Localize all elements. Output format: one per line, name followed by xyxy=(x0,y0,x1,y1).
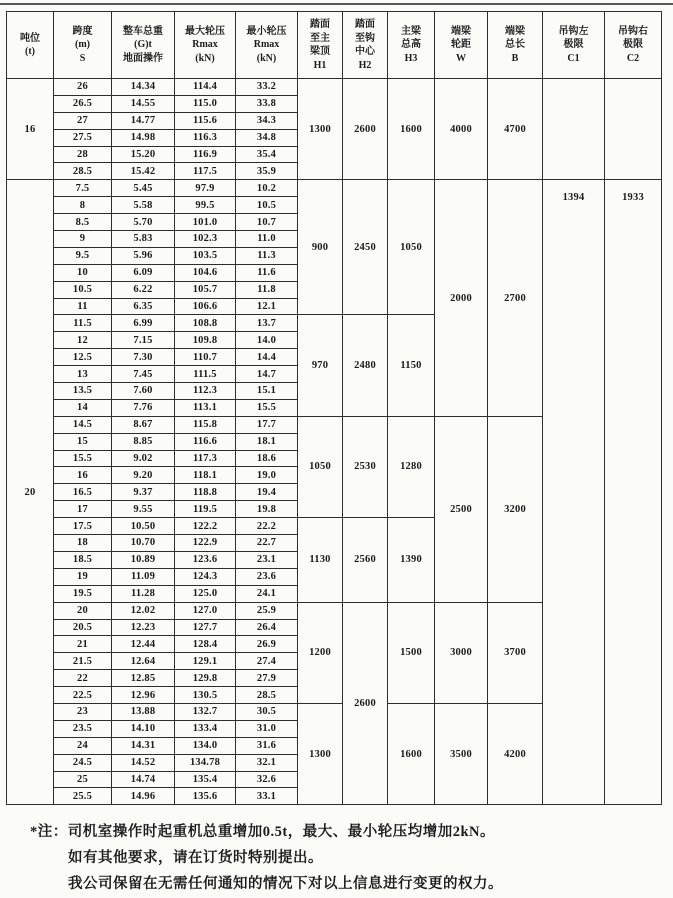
cell-span: 17.5 xyxy=(54,518,112,535)
cell-rmax: 134.78 xyxy=(175,754,236,771)
cell-rmin: 17.7 xyxy=(236,416,298,433)
col-header-w: 端梁 轮距 W xyxy=(435,12,488,79)
cell-h1: 1130 xyxy=(298,518,343,602)
cell-h3: 1600 xyxy=(388,703,435,804)
cell-weight: 5.45 xyxy=(112,180,175,197)
cell-rmax: 129.8 xyxy=(175,670,236,687)
cell-rmax: 122.9 xyxy=(175,535,236,552)
cell-span: 22.5 xyxy=(54,687,112,704)
cell-weight: 14.10 xyxy=(112,720,175,737)
cell-h3: 1600 xyxy=(388,79,435,180)
cell-h1: 1300 xyxy=(298,79,343,180)
cell-span: 28 xyxy=(54,146,112,163)
cell-h3: 1150 xyxy=(388,315,435,416)
col-header-c1: 吊钩左 极限 C1 xyxy=(543,12,605,79)
cell-weight: 7.15 xyxy=(112,332,175,349)
cell-weight: 14.98 xyxy=(112,129,175,146)
cell-h1: 900 xyxy=(298,180,343,315)
cell-rmax: 118.1 xyxy=(175,467,236,484)
col-header-rmin: 最小轮压 Rmax (kN) xyxy=(236,12,298,79)
cell-weight: 12.02 xyxy=(112,602,175,619)
cell-weight: 8.85 xyxy=(112,433,175,450)
cell-span: 8 xyxy=(54,197,112,214)
cell-rmin: 30.5 xyxy=(236,703,298,720)
cell-b: 4200 xyxy=(488,703,543,804)
table-body xyxy=(7,79,662,805)
cell-rmax: 127.7 xyxy=(175,619,236,636)
col-header-c2: 吊钩右 极限 C2 xyxy=(605,12,662,79)
cell-rmax: 113.1 xyxy=(175,399,236,416)
footnote-line-3: 我公司保留在无需任何通知的情况下对以上信息进行变更的权力。 xyxy=(68,876,503,893)
cell-weight: 14.74 xyxy=(112,771,175,788)
cell-rmin: 32.6 xyxy=(236,771,298,788)
cell-h2: 2560 xyxy=(343,518,388,602)
cell-rmin: 10.7 xyxy=(236,214,298,231)
cell-weight: 9.37 xyxy=(112,484,175,501)
cell-rmin: 10.2 xyxy=(236,180,298,197)
cell-h3: 1390 xyxy=(388,518,435,602)
cell-weight: 14.31 xyxy=(112,737,175,754)
cell-h3: 1050 xyxy=(388,180,435,315)
cell-weight: 6.35 xyxy=(112,298,175,315)
cell-span: 25.5 xyxy=(54,788,112,805)
cell-rmax: 135.6 xyxy=(175,788,236,805)
cell-rmax: 116.3 xyxy=(175,129,236,146)
cell-tonnage: 16 xyxy=(7,79,54,180)
cell-rmax: 116.6 xyxy=(175,433,236,450)
cell-rmin: 24.1 xyxy=(236,585,298,602)
cell-weight: 5.58 xyxy=(112,197,175,214)
cell-rmin: 12.1 xyxy=(236,298,298,315)
cell-rmax: 97.9 xyxy=(175,180,236,197)
cell-w: 3000 xyxy=(435,602,488,703)
cell-rmax: 115.8 xyxy=(175,416,236,433)
cell-rmax: 128.4 xyxy=(175,636,236,653)
cell-rmax: 127.0 xyxy=(175,602,236,619)
cell-rmax: 104.6 xyxy=(175,264,236,281)
cell-rmin: 11.6 xyxy=(236,264,298,281)
cell-rmax: 102.3 xyxy=(175,231,236,248)
cell-rmin: 25.9 xyxy=(236,602,298,619)
cell-w: 3500 xyxy=(435,703,488,804)
cell-rmax: 115.6 xyxy=(175,112,236,129)
cell-rmin: 35.9 xyxy=(236,163,298,180)
cell-rmax: 116.9 xyxy=(175,146,236,163)
cell-weight: 12.64 xyxy=(112,653,175,670)
cell-weight: 14.34 xyxy=(112,79,175,96)
cell-weight: 7.60 xyxy=(112,383,175,400)
table-header xyxy=(7,12,662,79)
cell-weight: 13.88 xyxy=(112,703,175,720)
table-row xyxy=(7,79,662,96)
footnote-line-1: *注：司机室操作时起重机总重增加0.5t，最大、最小轮压均增加2kN。 xyxy=(30,824,495,841)
cell-rmax: 129.1 xyxy=(175,653,236,670)
cell-rmin: 23.1 xyxy=(236,551,298,568)
cell-weight: 5.83 xyxy=(112,231,175,248)
footnote-line-2: 如有其他要求，请在订货时特别提出。 xyxy=(68,850,323,867)
cell-w: 2000 xyxy=(435,180,488,416)
col-header-tonnage: 吨位 (t) xyxy=(7,12,54,79)
cell-c2: 1933 xyxy=(605,180,662,805)
cell-rmin: 19.8 xyxy=(236,501,298,518)
cell-weight: 5.70 xyxy=(112,214,175,231)
cell-span: 27 xyxy=(54,112,112,129)
cell-span: 25 xyxy=(54,771,112,788)
cell-c1 xyxy=(543,79,605,180)
col-header-rmax: 最大轮压 Rmax (kN) xyxy=(175,12,236,79)
cell-span: 13.5 xyxy=(54,383,112,400)
cell-weight: 7.30 xyxy=(112,349,175,366)
cell-b: 3200 xyxy=(488,416,543,602)
col-header-h3: 主梁 总高 H3 xyxy=(388,12,435,79)
cell-rmax: 111.5 xyxy=(175,366,236,383)
cell-span: 10 xyxy=(54,264,112,281)
cell-rmin: 14.4 xyxy=(236,349,298,366)
cell-span: 7.5 xyxy=(54,180,112,197)
top-rule xyxy=(0,3,673,5)
cell-tonnage: 20 xyxy=(7,180,54,805)
cell-weight: 10.50 xyxy=(112,518,175,535)
cell-b: 2700 xyxy=(488,180,543,416)
cell-rmin: 27.9 xyxy=(236,670,298,687)
cell-rmin: 15.5 xyxy=(236,399,298,416)
cell-weight: 9.02 xyxy=(112,450,175,467)
cell-rmax: 110.7 xyxy=(175,349,236,366)
cell-rmin: 15.1 xyxy=(236,383,298,400)
cell-rmin: 33.1 xyxy=(236,788,298,805)
cell-weight: 12.44 xyxy=(112,636,175,653)
cell-h3: 1280 xyxy=(388,416,435,517)
cell-span: 15 xyxy=(54,433,112,450)
cell-rmin: 18.6 xyxy=(236,450,298,467)
cell-span: 16 xyxy=(54,467,112,484)
cell-rmax: 105.7 xyxy=(175,281,236,298)
cell-span: 24 xyxy=(54,737,112,754)
cell-rmin: 22.7 xyxy=(236,535,298,552)
cell-weight: 14.52 xyxy=(112,754,175,771)
crane-spec-table xyxy=(6,11,662,805)
cell-rmax: 130.5 xyxy=(175,687,236,704)
cell-rmax: 109.8 xyxy=(175,332,236,349)
cell-span: 18.5 xyxy=(54,551,112,568)
cell-rmax: 106.6 xyxy=(175,298,236,315)
cell-rmin: 33.8 xyxy=(236,95,298,112)
cell-rmin: 22.2 xyxy=(236,518,298,535)
table-row xyxy=(7,180,662,197)
footnotes xyxy=(30,819,673,897)
cell-rmin: 14.0 xyxy=(236,332,298,349)
cell-span: 9 xyxy=(54,231,112,248)
cell-b: 4700 xyxy=(488,79,543,180)
cell-weight: 10.89 xyxy=(112,551,175,568)
cell-weight: 10.70 xyxy=(112,535,175,552)
cell-rmin: 31.6 xyxy=(236,737,298,754)
cell-c2 xyxy=(605,79,662,180)
cell-c1: 1394 xyxy=(543,180,605,805)
cell-span: 22 xyxy=(54,670,112,687)
cell-rmin: 27.4 xyxy=(236,653,298,670)
cell-w: 2500 xyxy=(435,416,488,602)
cell-span: 26.5 xyxy=(54,95,112,112)
cell-weight: 11.28 xyxy=(112,585,175,602)
cell-weight: 14.55 xyxy=(112,95,175,112)
cell-span: 11 xyxy=(54,298,112,315)
cell-span: 11.5 xyxy=(54,315,112,332)
cell-span: 16.5 xyxy=(54,484,112,501)
cell-span: 13 xyxy=(54,366,112,383)
cell-rmin: 23.6 xyxy=(236,568,298,585)
cell-rmin: 28.5 xyxy=(236,687,298,704)
cell-span: 21.5 xyxy=(54,653,112,670)
cell-rmin: 11.3 xyxy=(236,247,298,264)
cell-weight: 8.67 xyxy=(112,416,175,433)
cell-h2: 2480 xyxy=(343,315,388,416)
cell-span: 24.5 xyxy=(54,754,112,771)
cell-span: 19.5 xyxy=(54,585,112,602)
cell-h1: 1300 xyxy=(298,703,343,804)
col-header-h2: 踏面 至钩 中心 H2 xyxy=(343,12,388,79)
cell-rmax: 132.7 xyxy=(175,703,236,720)
cell-weight: 6.22 xyxy=(112,281,175,298)
cell-span: 20.5 xyxy=(54,619,112,636)
cell-h2: 2600 xyxy=(343,79,388,180)
cell-span: 19 xyxy=(54,568,112,585)
cell-weight: 15.20 xyxy=(112,146,175,163)
cell-rmax: 124.3 xyxy=(175,568,236,585)
col-header-span: 跨度 (m) S xyxy=(54,12,112,79)
cell-span: 26 xyxy=(54,79,112,96)
cell-rmax: 108.8 xyxy=(175,315,236,332)
cell-rmin: 11.8 xyxy=(236,281,298,298)
cell-span: 15.5 xyxy=(54,450,112,467)
cell-rmax: 123.6 xyxy=(175,551,236,568)
cell-rmax: 135.4 xyxy=(175,771,236,788)
cell-rmax: 134.0 xyxy=(175,737,236,754)
cell-span: 20 xyxy=(54,602,112,619)
cell-rmax: 112.3 xyxy=(175,383,236,400)
cell-rmax: 117.5 xyxy=(175,163,236,180)
cell-weight: 7.76 xyxy=(112,399,175,416)
cell-weight: 11.09 xyxy=(112,568,175,585)
cell-weight: 12.23 xyxy=(112,619,175,636)
page xyxy=(0,3,673,898)
cell-rmin: 34.3 xyxy=(236,112,298,129)
cell-span: 9.5 xyxy=(54,247,112,264)
cell-weight: 14.77 xyxy=(112,112,175,129)
cell-weight: 5.96 xyxy=(112,247,175,264)
cell-span: 8.5 xyxy=(54,214,112,231)
cell-span: 10.5 xyxy=(54,281,112,298)
col-header-h1: 踏面 至主 梁顶 H1 xyxy=(298,12,343,79)
cell-weight: 6.99 xyxy=(112,315,175,332)
cell-rmin: 10.5 xyxy=(236,197,298,214)
cell-h3: 1500 xyxy=(388,602,435,703)
cell-span: 12.5 xyxy=(54,349,112,366)
cell-rmin: 18.1 xyxy=(236,433,298,450)
cell-rmax: 101.0 xyxy=(175,214,236,231)
cell-weight: 12.96 xyxy=(112,687,175,704)
cell-rmax: 119.5 xyxy=(175,501,236,518)
cell-weight: 15.42 xyxy=(112,163,175,180)
cell-h2: 2530 xyxy=(343,416,388,517)
cell-weight: 14.96 xyxy=(112,788,175,805)
cell-span: 28.5 xyxy=(54,163,112,180)
cell-b: 3700 xyxy=(488,602,543,703)
cell-weight: 12.85 xyxy=(112,670,175,687)
cell-rmax: 114.4 xyxy=(175,79,236,96)
cell-rmin: 11.0 xyxy=(236,231,298,248)
cell-rmax: 133.4 xyxy=(175,720,236,737)
col-header-weight: 整车总重 (G)t 地面操作 xyxy=(112,12,175,79)
cell-span: 12 xyxy=(54,332,112,349)
cell-h2: 2450 xyxy=(343,180,388,315)
cell-rmin: 26.4 xyxy=(236,619,298,636)
cell-rmin: 19.4 xyxy=(236,484,298,501)
cell-h2: 2600 xyxy=(343,602,388,805)
col-header-b: 端梁 总长 B xyxy=(488,12,543,79)
cell-rmax: 122.2 xyxy=(175,518,236,535)
cell-weight: 7.45 xyxy=(112,366,175,383)
cell-weight: 9.55 xyxy=(112,501,175,518)
cell-weight: 6.09 xyxy=(112,264,175,281)
header-row xyxy=(7,12,662,79)
cell-span: 23.5 xyxy=(54,720,112,737)
cell-rmin: 31.0 xyxy=(236,720,298,737)
cell-rmin: 34.8 xyxy=(236,129,298,146)
cell-h1: 1050 xyxy=(298,416,343,517)
cell-span: 23 xyxy=(54,703,112,720)
cell-rmin: 26.9 xyxy=(236,636,298,653)
cell-rmax: 125.0 xyxy=(175,585,236,602)
cell-rmax: 115.0 xyxy=(175,95,236,112)
cell-span: 27.5 xyxy=(54,129,112,146)
cell-span: 14 xyxy=(54,399,112,416)
cell-h1: 1200 xyxy=(298,602,343,703)
cell-w: 4000 xyxy=(435,79,488,180)
cell-rmin: 13.7 xyxy=(236,315,298,332)
cell-h1: 970 xyxy=(298,315,343,416)
cell-span: 21 xyxy=(54,636,112,653)
cell-rmin: 32.1 xyxy=(236,754,298,771)
cell-span: 18 xyxy=(54,535,112,552)
cell-weight: 9.20 xyxy=(112,467,175,484)
cell-span: 17 xyxy=(54,501,112,518)
cell-rmin: 19.0 xyxy=(236,467,298,484)
cell-rmin: 35.4 xyxy=(236,146,298,163)
cell-rmin: 14.7 xyxy=(236,366,298,383)
cell-rmax: 118.8 xyxy=(175,484,236,501)
cell-rmax: 99.5 xyxy=(175,197,236,214)
cell-rmax: 103.5 xyxy=(175,247,236,264)
cell-rmax: 117.3 xyxy=(175,450,236,467)
cell-span: 14.5 xyxy=(54,416,112,433)
cell-rmin: 33.2 xyxy=(236,79,298,96)
